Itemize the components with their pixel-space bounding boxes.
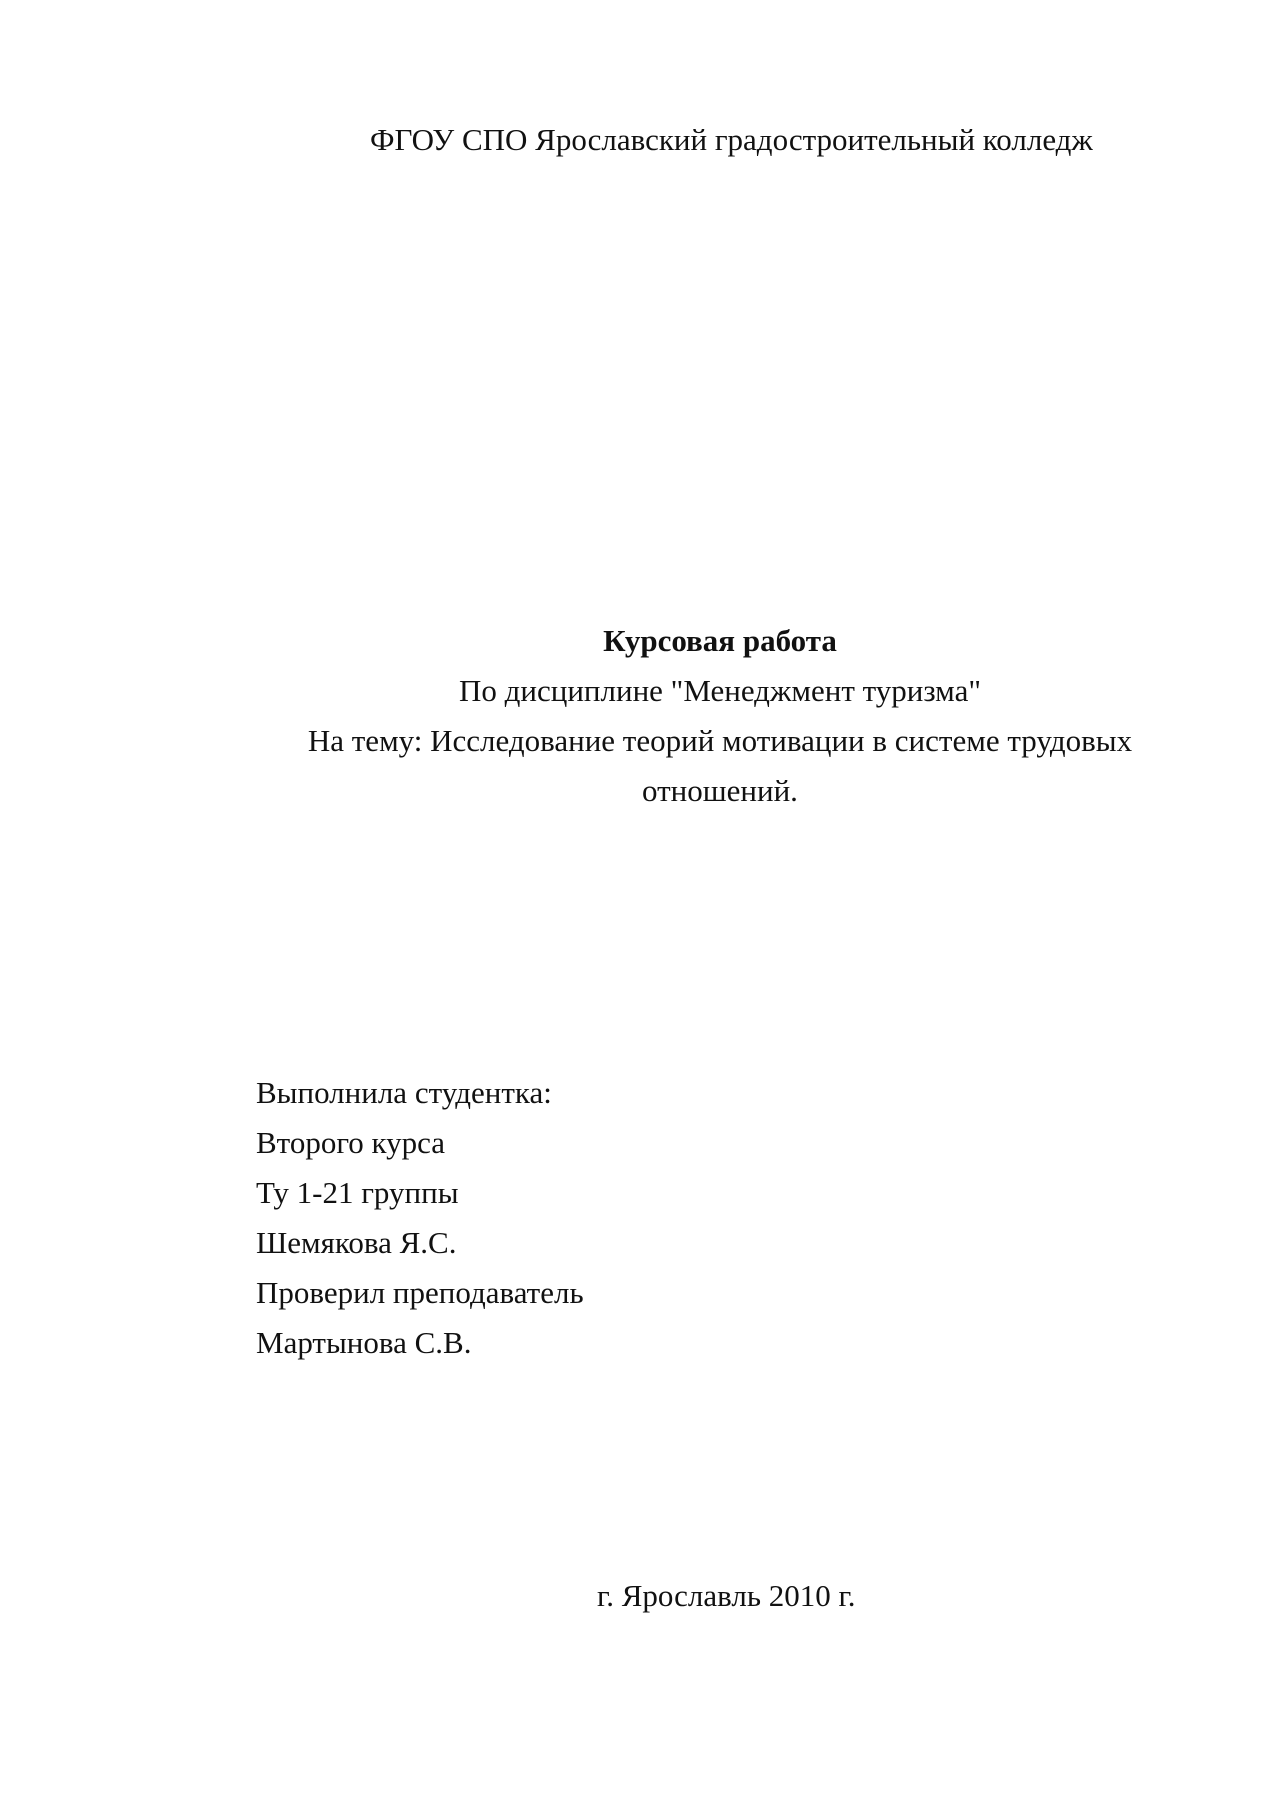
course-line: Второго курса [256,1125,446,1160]
city-year-footer: г. Ярославль 2010 г. [597,1578,856,1613]
work-type-heading: Курсовая работа [603,623,837,658]
teacher-name: Мартынова С.В. [256,1325,472,1360]
title-block [250,625,1190,825]
performed-by-label: Выполнила студентка: [256,1075,552,1110]
student-name: Шемякова Я.С. [256,1225,457,1260]
institution-name: ФГОУ СПО Ярославский градостроительный колледж [370,122,1093,157]
author-block [256,1077,584,1377]
checked-by-label: Проверил преподаватель [256,1275,584,1310]
topic-line-2: отношений. [642,773,798,808]
group-line: Ту 1-21 группы [256,1175,459,1210]
discipline-line: По дисциплине "Менеджмент туризма" [458,673,981,708]
topic-line-1: На тему: Исследование теорий мотивации в системе трудовых [307,723,1133,758]
